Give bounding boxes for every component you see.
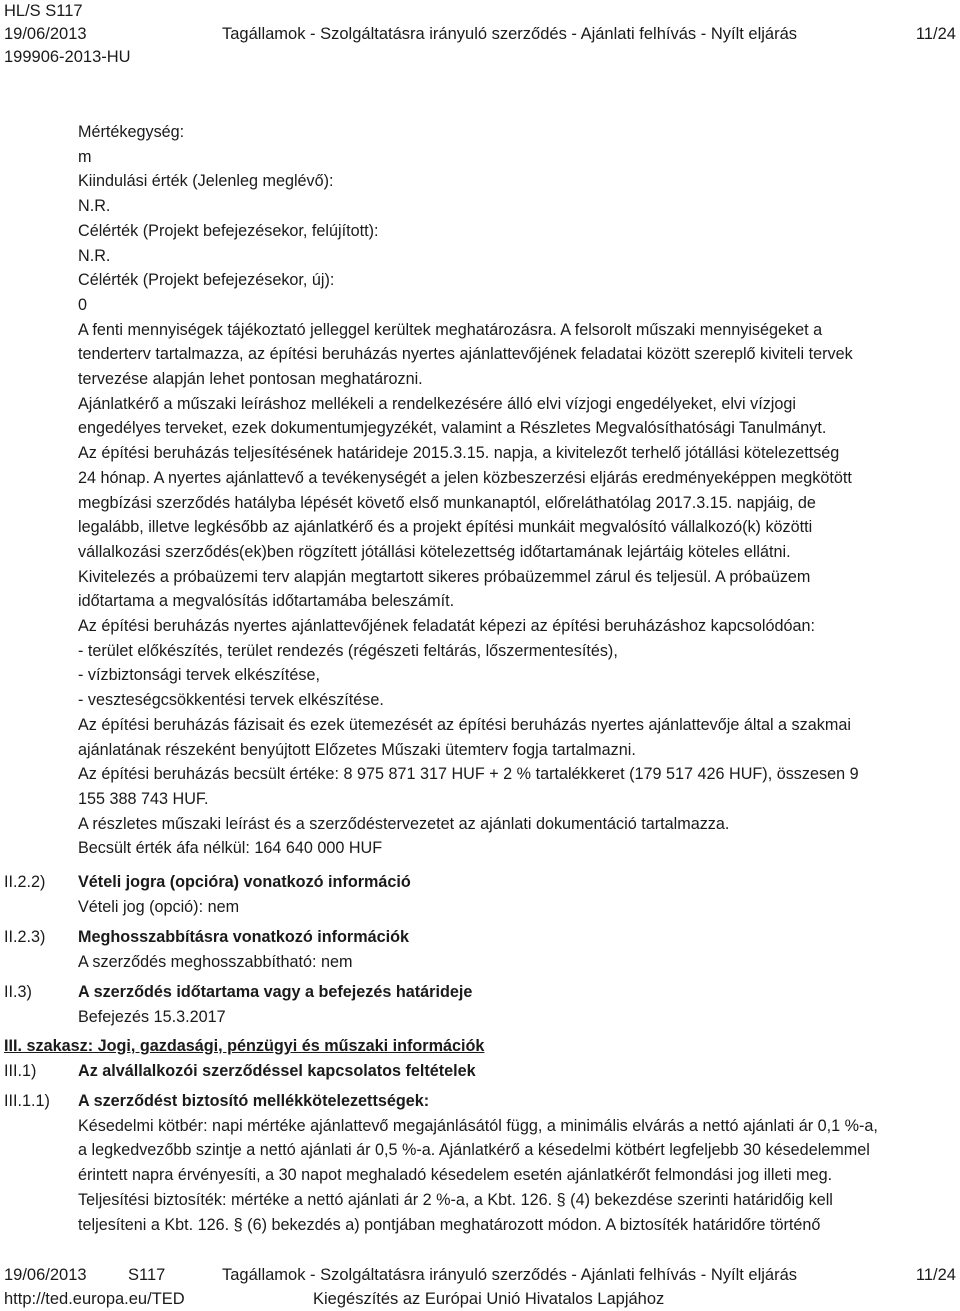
body-line: - vízbiztonsági tervek elkészítése,: [78, 666, 321, 685]
section-number-ii23: II.2.3): [4, 928, 46, 946]
body-line: vállalkozási szerződés(ek)ben rögzített jótállási kötelezettség időtartamának lejártáig köteles ellátni.: [78, 542, 791, 561]
body-line: megbízási szerződés hatályba lépését követő első munkanaptól, előreláthatólag 2017.3.15. napjáig, de: [78, 493, 816, 512]
body-line: Célérték (Projekt befejezésekor, felújított):: [78, 221, 379, 240]
section-ii22: [78, 870, 411, 919]
section-heading: A szerződés időtartama vagy a befejezés határideje: [78, 983, 473, 1001]
section-text: Vételi jog (opció): nem: [78, 897, 240, 916]
body-line: A részletes műszaki leírást és a szerződéstervezetet az ajánlati dokumentáció tartalmazza.: [78, 814, 730, 833]
body-line: A fenti mennyiségek tájékoztató jelleggel kerültek meghatározásra. A felsorolt műszaki mennyiségeket a: [78, 320, 823, 339]
body-line: Mértékegység:: [78, 123, 185, 141]
body-line: Az építési beruházás nyertes ajánlattevőjének feladatát képezi az építési beruházáshoz kapcsolódóan:: [78, 617, 816, 636]
body-line: N.R.: [78, 246, 111, 265]
body-line: Az építési beruházás teljesítésének határideje 2015.3.15. napja, a kivitelezőt terhelő jótállási kötelezettség: [78, 444, 840, 463]
section-text: A szerződés meghosszabbítható: nem: [78, 952, 353, 971]
footer-title: Tagállamok - Szolgáltatásra irányuló szerződés - Ajánlati felhívás - Nyílt eljárás: [222, 1266, 798, 1284]
footer-publisher: Kiegészítés az Európai Unió Hivatalos Lapjához: [313, 1290, 665, 1308]
body-line: engedélyes terveket, ezek dokumentumjegyzékét, valamint a Részletes Megvalósíthatósági Tanulmányt.: [78, 419, 827, 438]
body-line: 0: [78, 295, 88, 314]
body-line: ajánlatának részeként benyújtott Előzetes Műszaki ütemterv fogja tartalmazni.: [78, 740, 636, 759]
body-line: - veszteségcsökkentési tervek elkészítése.: [78, 691, 384, 710]
body-line: Az építési beruházás becsült értéke: 8 975 871 317 HUF + 2 % tartalékkeret (179 517 426 HUF), összesen 9: [78, 765, 859, 784]
section-heading: Meghosszabbításra vonatkozó információk: [78, 928, 410, 946]
body-line: - terület előkészítés, terület rendezés (régészeti feltárás, lőszermentesítés),: [78, 641, 618, 660]
body-line: Az építési beruházás fázisait és ezek ütemezését az építési beruházás nyertes ajánlattevője által a szakmai: [78, 715, 851, 734]
header-date: 19/06/2013: [4, 25, 87, 43]
section-line: Teljesítési biztosíték: mértéke a nettó ajánlati ár 2 %-a, a Kbt. 126. § (4) bekezdése szerinti határidőig kell: [78, 1190, 833, 1209]
footer-date: 19/06/2013: [4, 1266, 87, 1284]
header-title: Tagállamok - Szolgáltatásra irányuló szerződés - Ajánlati felhívás - Nyílt eljárás: [222, 25, 798, 43]
body-line: Ajánlatkérő a műszaki leíráshoz mellékeli a rendelkezésére álló elvi vízjogi engedélyeket, elvi vízjogi: [78, 394, 797, 413]
section-line: teljesíteni a Kbt. 126. § (6) bekezdés a) pontjában meghatározott módon. A biztosíték határidőre történő: [78, 1215, 821, 1234]
body-line: 24 hónap. A nyertes ajánlattevő a tevékenységét a jelen közbeszerzési eljárás eredményeképpen megkötött: [78, 468, 852, 487]
body-line: tervezése alapján lehet pontosan meghatározni.: [78, 370, 423, 389]
section-line: érintett napra érvényesíti, a 30 napot meghaladó késedelem esetén ajánlatkérőt felmondási jog illeti meg.: [78, 1166, 833, 1185]
section-heading: Vételi jogra (opcióra) vonatkozó információ: [78, 873, 411, 891]
body-line: Becsült érték áfa nélkül: 164 640 000 HUF: [78, 839, 383, 858]
section-heading-iii1: Az alvállalkozói szerződéssel kapcsolatos feltételek: [78, 1062, 476, 1080]
body-line: Kivitelezés a próbaüzemi terv alapján megtartott sikeres próbaüzemmel zárul és teljesül. A próbaüzem: [78, 567, 811, 586]
body-line: N.R.: [78, 197, 111, 216]
section-line: Késedelmi kötbér: napi mértéke ajánlattevő megajánlásától függ, a minimális elvárás a nettó ajánlati ár 0,1 %-a,: [78, 1116, 878, 1135]
body-line: időtartama a megvalósítás időtartamába beleszámít.: [78, 592, 455, 611]
main-text: [78, 120, 956, 861]
section-ii23: [78, 925, 409, 974]
section-heading: A szerződést biztosító mellékkötelezettségek:: [78, 1092, 430, 1110]
footer-page: 11/24: [915, 1266, 956, 1284]
body-line: tenderterv tartalmazza, az építési beruházás nyertes ajánlattevőjének feladatai között szereplő kiviteli tervek: [78, 345, 853, 364]
section-number-iii11: III.1.1): [4, 1092, 50, 1110]
section-text: Befejezés 15.3.2017: [78, 1007, 226, 1026]
section-ii3: [78, 980, 472, 1029]
section-number-ii3: II.3): [4, 983, 32, 1001]
section-number-iii1: III.1): [4, 1062, 37, 1080]
body-line: 155 388 743 HUF.: [78, 789, 209, 808]
footer-code: S117: [128, 1266, 166, 1284]
section-number-ii22: II.2.2): [4, 873, 46, 891]
header-ref: 199906-2013-HU: [4, 48, 131, 66]
body-line: m: [78, 147, 92, 166]
footer-url[interactable]: http://ted.europa.eu/TED: [4, 1290, 185, 1308]
section-iii11: [78, 1089, 956, 1237]
header-doc-id: HL/S S117: [4, 2, 83, 20]
header-page: 11/24: [915, 25, 956, 43]
body-line: Kiindulási érték (Jelenleg meglévő):: [78, 172, 334, 191]
section-line: a legkedvezőbb szintje a nettó ajánlati ár 0,5 %-a. Ajánlatkérő a késedelmi kötbért legfeljebb 30 késedelemmel: [78, 1141, 870, 1160]
part-heading: III. szakasz: Jogi, gazdasági, pénzügyi és műszaki információk: [4, 1037, 485, 1055]
header-left: [4, 0, 131, 69]
body-line: Célérték (Projekt befejezésekor, új):: [78, 271, 335, 290]
body-line: legalább, illetve legkésőbb az ajánlatkérő és a projekt építési munkáit megvalósító vállalkozó(k) közötti: [78, 518, 813, 537]
